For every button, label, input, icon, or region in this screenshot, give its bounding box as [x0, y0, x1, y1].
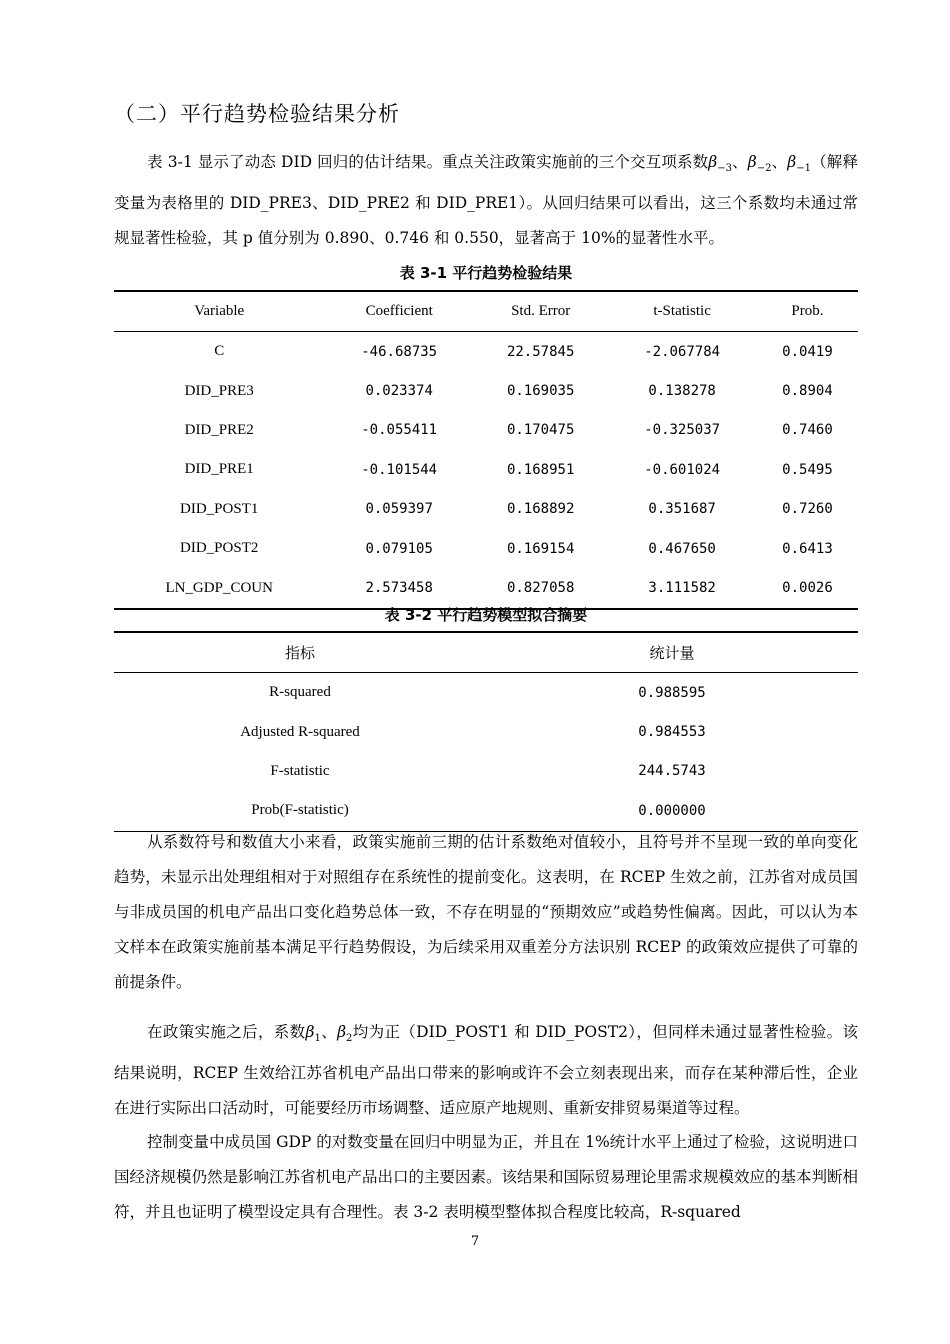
cell-variable: DID_POST1: [180, 500, 259, 517]
intro-text-1: 表 3-1 显示了动态 DID 回归的估计结果。重点关注政策实施前的三个交互项系数: [147, 153, 709, 171]
table-row: [114, 450, 858, 489]
table-row: [114, 529, 858, 568]
cell-coefficient: -0.101544: [361, 461, 438, 478]
paragraph-pre-trend: [114, 825, 858, 1000]
paragraph-post-policy: [114, 1015, 858, 1126]
header-coefficient: Coefficient: [324, 291, 474, 332]
table-row: [114, 568, 858, 608]
cell-t-statistic: 0.138278: [648, 383, 716, 400]
table2-caption: 表 3-2 平行趋势模型拟合摘要: [384, 606, 588, 624]
cell-statistic: 0.984553: [638, 724, 706, 741]
cell-coefficient: -0.055411: [361, 422, 438, 439]
table-row: [114, 673, 858, 713]
cell-t-statistic: 0.351687: [648, 501, 716, 518]
paragraph-text: 控制变量中成员国 GDP 的对数变量在回归中明显为正，并且在 1%统计水平上通过了检验，这说明进口国经济规模仍然是影响江苏省机电产品出口的主要因素。该结果和国际贸易理论里需求规模效应的基本判断相符，并且也证明了模型设定具有合理性。表 3-2 表明模型整体拟合程度比较高，R-squared: [114, 1133, 859, 1221]
cell-prob: 0.7260: [782, 501, 833, 518]
cell-t-statistic: 3.111582: [648, 580, 716, 597]
table1-caption: 表 3-1 平行趋势检验结果: [399, 264, 573, 282]
fit-summary-table: [114, 631, 858, 832]
cell-prob: 0.5495: [782, 461, 833, 478]
beta-sub-2: −2: [756, 163, 772, 175]
cell-prob: 0.0026: [782, 580, 833, 597]
cell-statistic: 0.988595: [638, 684, 706, 701]
cell-variable: LN_GDP_COUN: [165, 579, 273, 596]
table-row: [114, 332, 858, 372]
beta-symbol: β: [337, 1023, 347, 1041]
paragraph-control-variable: [114, 1125, 858, 1230]
cell-statistic: 244.5743: [638, 763, 706, 780]
intro-text-2: （解释变量为表格里的 DID_PRE3、DID_PRE2 和 DID_PRE1）。从回归结果可以看出，这三个系数均未通过常规显著性检验，其 p 值分别为 0.890、0.746 和 0.550，显著高于 10%的显著性水平。: [114, 153, 858, 248]
cell-t-statistic: 0.467650: [648, 540, 716, 557]
regression-table: [114, 290, 858, 610]
cell-coefficient: 0.023374: [365, 383, 433, 400]
cell-prob: 0.6413: [782, 540, 833, 557]
cell-coefficient: -46.68735: [361, 343, 438, 360]
cell-std-error: 22.57845: [506, 343, 575, 360]
header-prob: Prob.: [757, 291, 858, 332]
cell-prob: 0.7460: [782, 422, 833, 439]
header-statistic: 统计量: [486, 632, 858, 673]
page-number: 7: [470, 1234, 480, 1249]
separator: 、: [320, 1023, 338, 1041]
cell-t-statistic: -0.601024: [644, 461, 721, 478]
table-row: [114, 712, 858, 751]
beta-symbol: β: [305, 1023, 315, 1041]
cell-prob: 0.8904: [782, 383, 833, 400]
header-std-error: Std. Error: [474, 291, 607, 332]
cell-variable: DID_PRE2: [184, 421, 254, 438]
beta-sub-2: 2: [346, 1033, 353, 1045]
cell-prob: 0.0419: [782, 343, 833, 360]
cell-std-error: 0.168951: [506, 461, 575, 478]
cell-std-error: 0.168892: [506, 501, 575, 518]
paragraph-intro: [114, 145, 858, 256]
paragraph-text: 从系数符号和数值大小来看，政策实施前三期的估计系数绝对值较小，且符号并不呈现一致的单向变化趋势，未显示出处理组相对于对照组存在系统性的提前变化。这表明，在 RCEP 生效之前，江苏省对成员国与非成员国的机电产品出口变化趋势总体一致，不存在明显的“预期效应”或趋势性偏离。因此，可以认为本文样本在政策实施前基本满足平行趋势假设，为后续采用双重差分方法识别 RCEP 的政策效应提供了可靠的前提条件。: [114, 833, 858, 991]
header-t-statistic: t-Statistic: [607, 291, 757, 332]
table-row: [114, 752, 858, 791]
beta-symbol: β: [787, 153, 797, 171]
table-header-row: [114, 291, 858, 332]
cell-indicator: R-squared: [269, 684, 331, 701]
table-header-row: [114, 632, 858, 673]
cell-variable: C: [214, 343, 225, 360]
section-heading: （二）平行趋势检验结果分析: [114, 102, 400, 126]
table-row: [114, 411, 858, 450]
cell-statistic: 0.000000: [638, 802, 706, 819]
cell-variable: DID_PRE3: [184, 382, 254, 399]
cell-variable: DID_POST2: [180, 540, 259, 557]
cell-coefficient: 0.059397: [365, 501, 433, 518]
header-variable: Variable: [114, 291, 324, 332]
header-indicator: 指标: [114, 632, 486, 673]
post-text-2: 均为正（DID_POST1 和 DID_POST2），但同样未通过显著性检验。该结果说明，RCEP 生效给江苏省机电产品出口带来的影响或许不会立刻表现出来，而存在某种滞后性，企业在进行实际出口活动时，可能要经历市场调整、适应原产地规则、重新安排贸易渠道等过程。: [114, 1023, 858, 1118]
cell-coefficient: 0.079105: [365, 540, 433, 557]
post-text-1: 在政策实施之后，系数: [147, 1023, 306, 1041]
separator: 、: [731, 153, 748, 171]
cell-t-statistic: -0.325037: [644, 422, 721, 439]
cell-std-error: 0.169035: [506, 383, 575, 400]
table-row: [114, 490, 858, 529]
cell-indicator: Prob(F-statistic): [251, 802, 349, 819]
cell-indicator: Adjusted R-squared: [240, 723, 360, 740]
beta-sub-1: −3: [717, 163, 732, 175]
cell-std-error: 0.827058: [506, 580, 575, 597]
beta-symbol: β: [747, 153, 757, 171]
cell-variable: DID_PRE1: [184, 461, 254, 478]
separator: 、: [771, 153, 788, 171]
cell-coefficient: 2.573458: [365, 580, 433, 597]
cell-std-error: 0.170475: [506, 422, 575, 439]
cell-t-statistic: -2.067784: [644, 343, 721, 360]
beta-sub-3: −1: [796, 163, 812, 175]
beta-sub-1: 1: [314, 1033, 321, 1045]
cell-std-error: 0.169154: [506, 540, 575, 557]
cell-indicator: F-statistic: [270, 762, 330, 779]
beta-symbol: β: [708, 153, 718, 171]
table-row: [114, 371, 858, 410]
